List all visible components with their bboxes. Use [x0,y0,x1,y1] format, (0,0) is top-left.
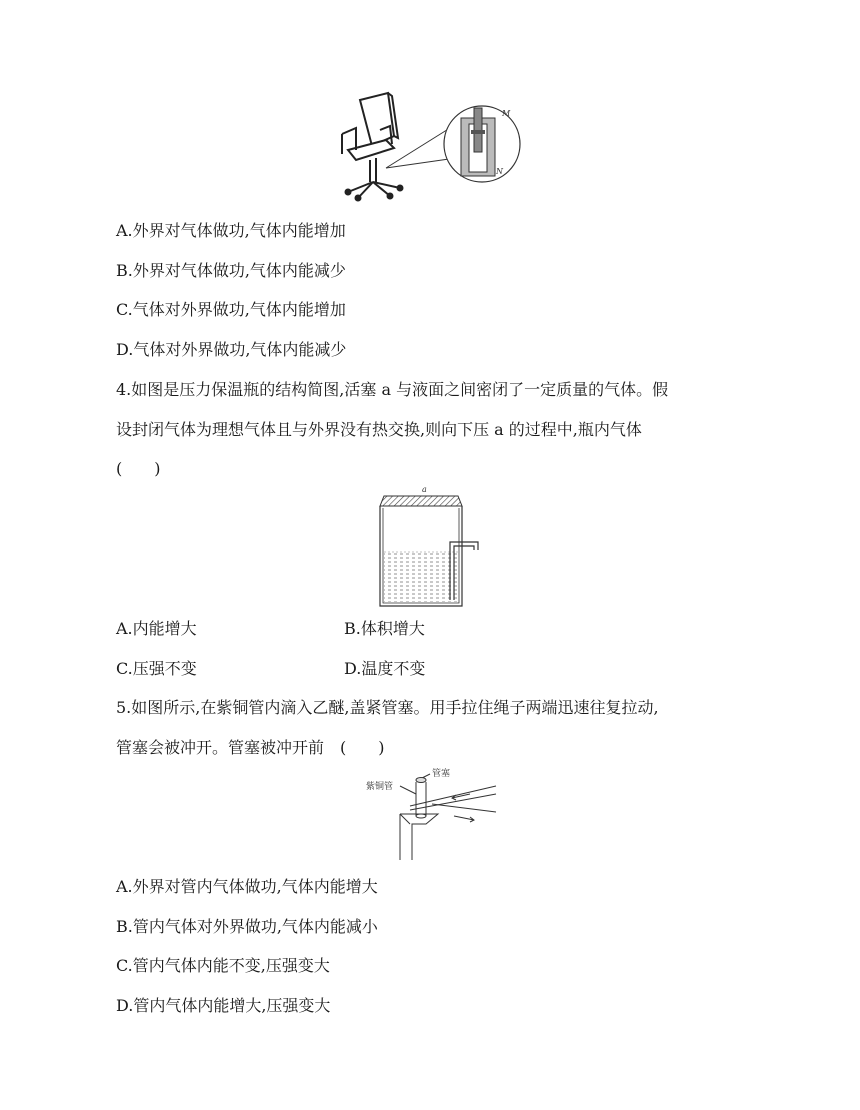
q5-option-d[interactable]: D.管内气体内能增大,压强变大 [116,996,331,1015]
q4-option-d[interactable]: D.温度不变 [344,659,426,678]
q4-stem-line1: 4.如图是压力保温瓶的结构简图,活塞 a 与液面之间密闭了一定质量的气体。假 [116,380,669,399]
piston-a [380,496,462,506]
q5-option-c[interactable]: C.管内气体内能不变,压强变大 [116,956,330,975]
q4-answer-blank: ( ) [116,459,161,478]
q3-option-a[interactable]: A.外界对气体做功,气体内能增加 [116,221,346,240]
q3-option-d[interactable]: D.气体对外界做功,气体内能减少 [116,340,347,359]
gas-cylinder-detail [461,108,495,176]
label-copper-tube: 紫铜管 [366,782,394,792]
label-n: N [496,167,503,176]
q4-option-a[interactable]: A.内能增大 [116,619,197,638]
rope-lower [432,804,496,812]
chair-cylinder-figure [330,88,530,206]
q5-option-b[interactable]: B.管内气体对外界做功,气体内能减小 [116,917,378,936]
q3-option-c[interactable]: C.气体对外界做功,气体内能增加 [116,300,346,319]
q3-option-b[interactable]: B.外界对气体做功,气体内能减少 [116,261,346,280]
thermos-figure [376,484,486,612]
outlet-tube [450,542,478,600]
label-a: a [422,485,427,494]
liquid [384,552,458,602]
label-m: M [502,109,511,118]
q5-stem-line1: 5.如图所示,在紫铜管内滴入乙醚,盖紧管塞。用手拉住绳子两端迅速往复拉动, [116,698,659,717]
q4-stem-line2: 设封闭气体为理想气体且与外界没有热交换,则向下压 a 的过程中,瓶内气体 [116,420,642,439]
arrow-right [454,816,474,822]
q5-option-a[interactable]: A.外界对管内气体做功,气体内能增大 [116,877,378,896]
q5-stem-line2: 管塞会被冲开。管塞被冲开前 ( ) [116,738,385,757]
copper-tube [416,782,426,816]
label-plug: 管塞 [432,769,451,779]
q4-option-c[interactable]: C.压强不变 [116,659,197,678]
office-chair-drawing [342,93,403,201]
plug [416,778,426,783]
table [400,814,438,860]
q4-option-b[interactable]: B.体积增大 [344,619,425,638]
copper-tube-figure [366,764,506,862]
